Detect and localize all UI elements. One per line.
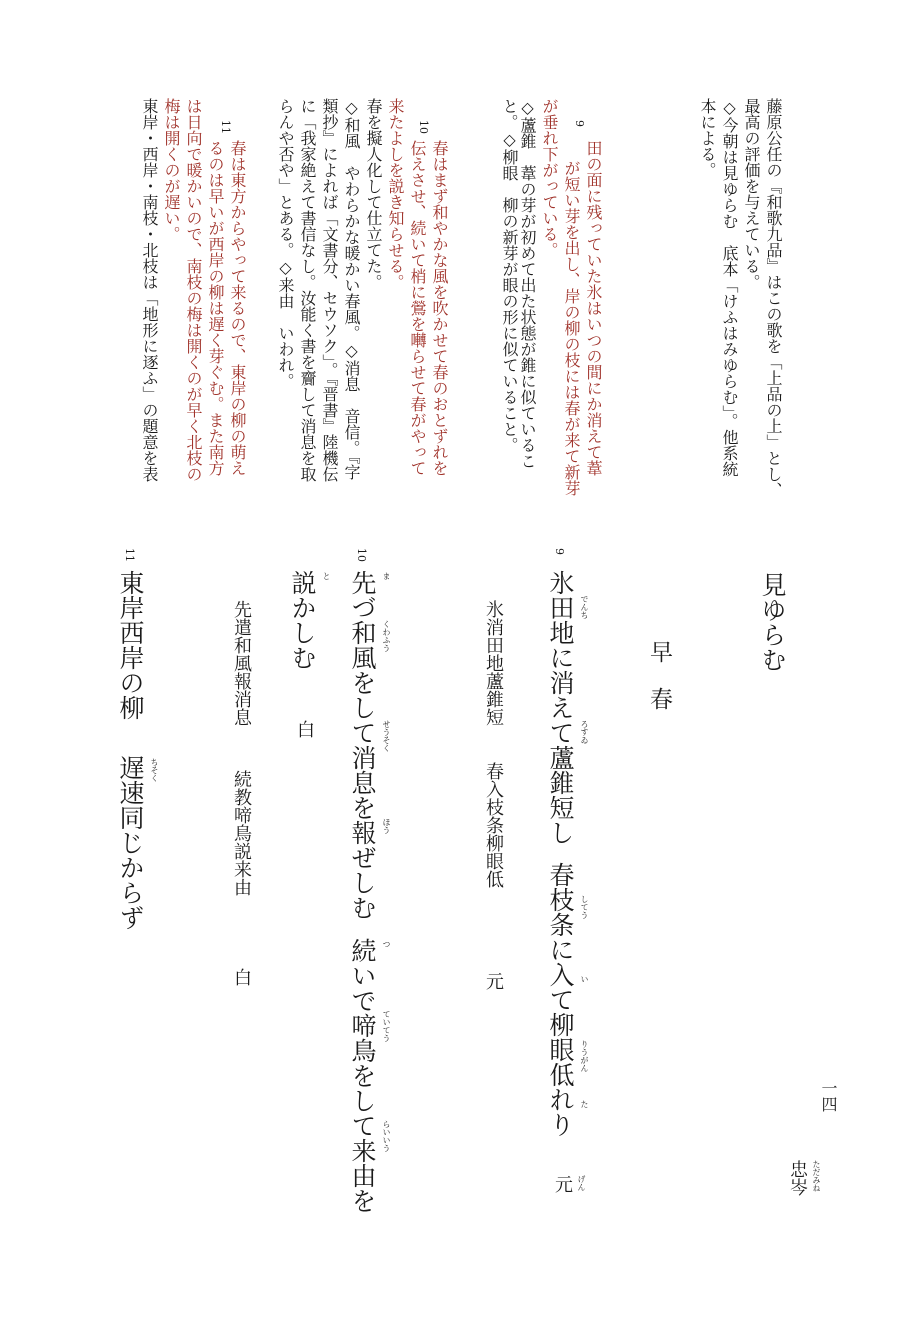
attribution: 白 <box>231 968 252 986</box>
furigana: つ <box>382 940 391 948</box>
translation-line: が短い芽を出し、岸の柳の枝には春が来て新芽 <box>562 160 581 496</box>
kundoku-line: 春枝条に入て柳眼低れり <box>546 862 575 1137</box>
note-line: に「我家絶えて書信なし。汝能く書を齎して消息を取 <box>298 98 317 482</box>
kundoku-line: 氷田地に消えて蘆錐短し <box>546 570 575 845</box>
note-line: ◇和風 やわらかな暖かい春風。◇消息 音信。『字 <box>342 98 361 480</box>
note-line: 類抄』によれば「文書分、セウソク」。『晋書』陸機伝 <box>320 98 339 482</box>
kundoku-line: 遅速同じからず <box>116 755 145 930</box>
author-name: 忠岑 <box>787 1160 808 1196</box>
note-line: 春を擬人化して仕立てた。 <box>364 98 383 290</box>
furigana: げん <box>577 1175 586 1191</box>
translation-line: 田の面に残っていた氷はいつの間にか消えて葦 <box>584 140 603 476</box>
note-number: 9 <box>573 120 586 127</box>
furigana: い <box>580 975 589 983</box>
kundoku-line: 東岸西岸の柳 <box>116 570 145 720</box>
attribution: 白 <box>294 720 315 738</box>
kanbun-line: 氷消田地蘆錐短 <box>483 600 504 726</box>
note-line: 最高の評価を与えている。 <box>742 98 761 290</box>
furigana: ほう <box>382 818 391 834</box>
kanbun-line: 続教啼鳥説来由 <box>231 770 252 896</box>
furigana: ちそく <box>150 758 159 782</box>
furigana: ろすゐ <box>580 720 589 744</box>
note-line: ◇蘆錐 葦の芽が初めて出た状態が錐に似ていること。◇柳眼 柳の新芽が眼の形に似ていること。 <box>500 98 537 469</box>
furigana: でんち <box>580 595 589 619</box>
note-line: ◇今朝は見ゆらむ 底本「けふはみゆらむ」。他系統 <box>720 98 739 477</box>
furigana: ていてう <box>382 1010 391 1042</box>
poem-number: 10 <box>355 548 368 562</box>
attribution: 元 <box>483 972 504 990</box>
furigana: らいいう <box>382 1120 391 1152</box>
section-title: 早春 <box>646 640 672 734</box>
note-number: 11 <box>219 120 232 134</box>
author-reading: ただみね <box>812 1160 821 1192</box>
previous-line-end: 見ゆらむ <box>758 572 787 672</box>
translation-line: 春はまず和やかな風を吹かせて春のおとずれを <box>430 140 449 476</box>
furigana: ま <box>382 572 391 580</box>
kanbun-line: 春入枝条柳眼低 <box>483 762 504 888</box>
note-line: らんや否や」とある。◇来由 いわれ。 <box>276 98 295 389</box>
furigana: と <box>322 572 331 580</box>
note-line: 藤原公任の『和歌九品』はこの歌を「上品の上」とし、 <box>764 98 783 498</box>
kundoku-line: 説かしむ <box>288 570 317 670</box>
kundoku-line: 続いで啼鳥をして来由を <box>348 938 377 1213</box>
translation-line: が垂れ下がっている。 <box>540 98 559 258</box>
translation-line: 梅は開くのが遅い。 <box>162 98 181 242</box>
furigana: せうそく <box>382 720 391 752</box>
kanbun-line: 先遣和風報消息 <box>231 600 252 726</box>
note-number: 10 <box>417 120 430 134</box>
note-line: 本による。 <box>698 98 717 178</box>
translation-line: 春は東方からやって来るので、東岸の柳の萌え <box>228 140 247 476</box>
translation-line: は日向で暖かいので、南枝の梅は開くのが早く北枝の <box>184 98 203 482</box>
poem-number: 9 <box>553 548 566 555</box>
attribution: 元 <box>552 1175 573 1193</box>
furigana: た <box>580 1100 589 1108</box>
furigana: りうがん <box>580 1040 589 1072</box>
translation-line: 来たよしを説き知らせる。 <box>386 98 405 290</box>
translation-line: 伝えさせ、続いて梢に鶯を囀らせて春がやって <box>408 140 427 476</box>
translation-line: るのは早いが西岸の柳は遅く芽ぐむ。また南方 <box>206 140 225 476</box>
kundoku-line: 先づ和風をして消息を報ぜしむ <box>348 570 377 920</box>
furigana: してう <box>580 895 589 919</box>
page-number: 一四 <box>819 1080 838 1112</box>
poem-number: 11 <box>123 548 136 562</box>
furigana: くわふう <box>382 620 391 652</box>
note-line: 東岸・西岸・南枝・北枝は「地形に逐ふ」の題意を表 <box>140 98 159 482</box>
